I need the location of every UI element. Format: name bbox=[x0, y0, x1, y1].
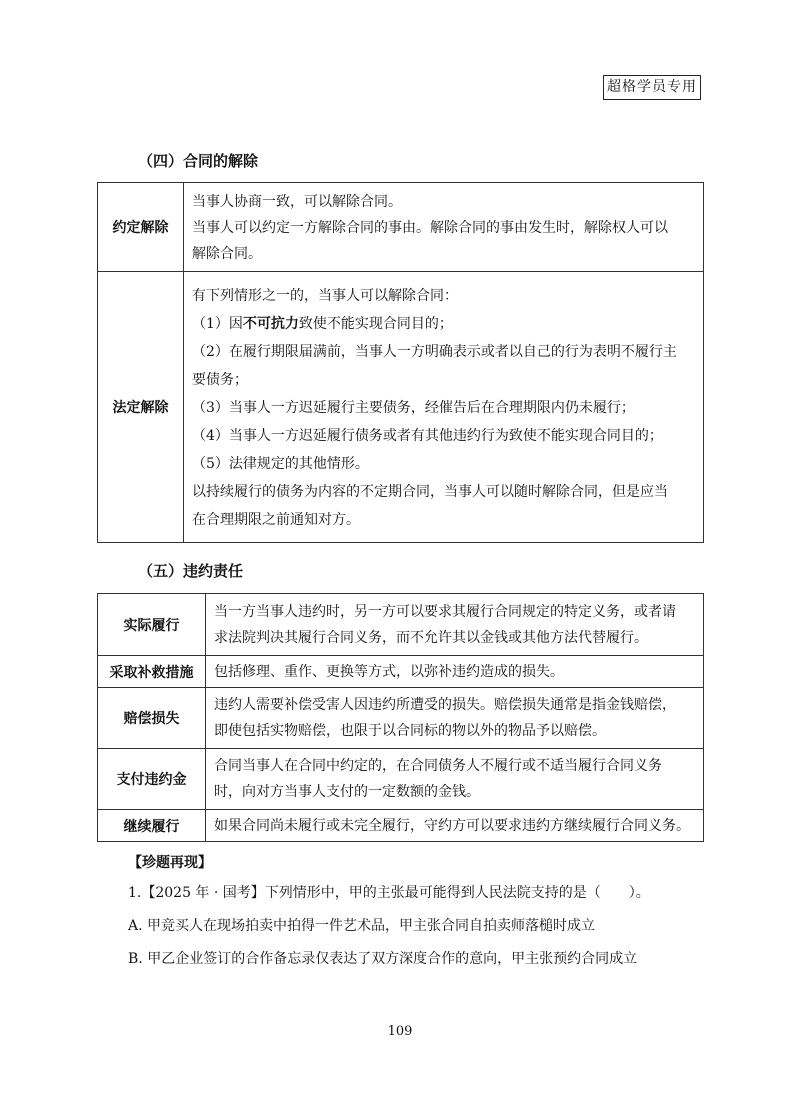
text-line: 解除合同。 bbox=[192, 245, 262, 262]
past-exam-heading: 【珍题再现】 bbox=[128, 855, 212, 871]
row-label-statutory-termination: 法定解除 bbox=[98, 272, 184, 543]
text-fragment: （1）因 bbox=[192, 316, 243, 332]
continued-performance-content bbox=[206, 810, 704, 842]
text-line: 以持续履行的债务为内容的不定期合同，当事人可以随时解除合同，但是应当 bbox=[192, 484, 668, 500]
table-row bbox=[98, 272, 704, 543]
table-row bbox=[98, 749, 704, 810]
row-label-agreed-termination: 约定解除 bbox=[98, 183, 184, 272]
liquidated-damages-content bbox=[206, 749, 704, 810]
text-line: 包括修理、重作、更换等方式，以弥补违约造成的损失。 bbox=[214, 663, 564, 680]
remedial-measures-content bbox=[206, 656, 704, 688]
section-4-title: （四）合同的解除 bbox=[138, 152, 259, 170]
text-line: 违约人需要补偿受害人因违约所遭受的损失。赔偿损失通常是指金钱赔偿， bbox=[214, 697, 676, 713]
row-label-continued-performance: 继续履行 bbox=[98, 810, 206, 842]
text-line: 当事人协商一致，可以解除合同。 bbox=[192, 193, 402, 210]
table-row bbox=[98, 810, 704, 842]
compensation-content bbox=[206, 688, 704, 749]
text-line: 合同当事人在合同中约定的，在合同债务人不履行或不适当履行合同义务 bbox=[214, 758, 662, 774]
option-b: B. 甲乙企业签订的合作备忘录仅表达了双方深度合作的意向，甲主张预约合同成立 bbox=[128, 951, 638, 967]
question-stem: 1.【2025 年 · 国考】下列情形中，甲的主张最可能得到人民法院支持的是（ ）。 bbox=[128, 885, 650, 901]
table-row bbox=[98, 656, 704, 688]
row-label-actual-performance: 实际履行 bbox=[98, 594, 206, 656]
row-label-compensation: 赔偿损失 bbox=[98, 688, 206, 749]
actual-performance-content bbox=[206, 594, 704, 656]
agreed-termination-content bbox=[184, 183, 704, 272]
text-line: （3）当事人一方迟延履行主要债务，经催告后在合理期限内仍未履行； bbox=[192, 400, 635, 416]
restricted-use-badge: 超格学员专用 bbox=[603, 75, 701, 100]
text-line: 如果合同尚未履行或未完全履行，守约方可以要求违约方继续履行合同义务。 bbox=[214, 817, 690, 834]
text-line: 时，向对方当事人支付的一定数额的金钱。 bbox=[214, 784, 480, 800]
bold-term: 不可抗力 bbox=[242, 316, 299, 332]
text-fragment: 致使不能实现合同目的； bbox=[298, 316, 453, 332]
text-line bbox=[192, 310, 703, 338]
text-line: 当一方当事人违约时，另一方可以要求其履行合同规定的特定义务，或者请 bbox=[214, 603, 676, 620]
breach-liability-table bbox=[97, 593, 704, 842]
text-line: （4）当事人一方迟延履行债务或者有其他违约行为致使不能实现合同目的； bbox=[192, 428, 663, 444]
text-line: 有下列情形之一的，当事人可以解除合同： bbox=[192, 288, 458, 304]
text-line: 要债务； bbox=[192, 372, 248, 388]
section-5-title: （五）违约责任 bbox=[138, 562, 244, 580]
page-number: 109 bbox=[387, 1024, 413, 1039]
text-line: 当事人可以约定一方解除合同的事由。解除合同的事由发生时，解除权人可以 bbox=[192, 219, 668, 236]
text-line: （5）法律规定的其他情形。 bbox=[192, 456, 369, 472]
table-row bbox=[98, 688, 704, 749]
text-line: 即使包括实物赔偿，也限于以合同标的物以外的物品予以赔偿。 bbox=[214, 723, 606, 739]
text-line: 求法院判决其履行合同义务，而不允许其以金钱或其他方法代替履行。 bbox=[214, 629, 648, 646]
text-line: 在合理期限之前通知对方。 bbox=[192, 512, 360, 528]
table-row bbox=[98, 594, 704, 656]
text-line: （2）在履行期限届满前，当事人一方明确表示或者以自己的行为表明不履行主 bbox=[192, 344, 677, 360]
contract-termination-table bbox=[97, 182, 704, 543]
row-label-liquidated-damages: 支付违约金 bbox=[98, 749, 206, 810]
option-a: A. 甲竞买人在现场拍卖中拍得一件艺术品，甲主张合同自拍卖师落槌时成立 bbox=[128, 918, 596, 934]
table-row bbox=[98, 183, 704, 272]
statutory-termination-content bbox=[184, 272, 704, 543]
row-label-remedial-measures: 采取补救措施 bbox=[98, 656, 206, 688]
